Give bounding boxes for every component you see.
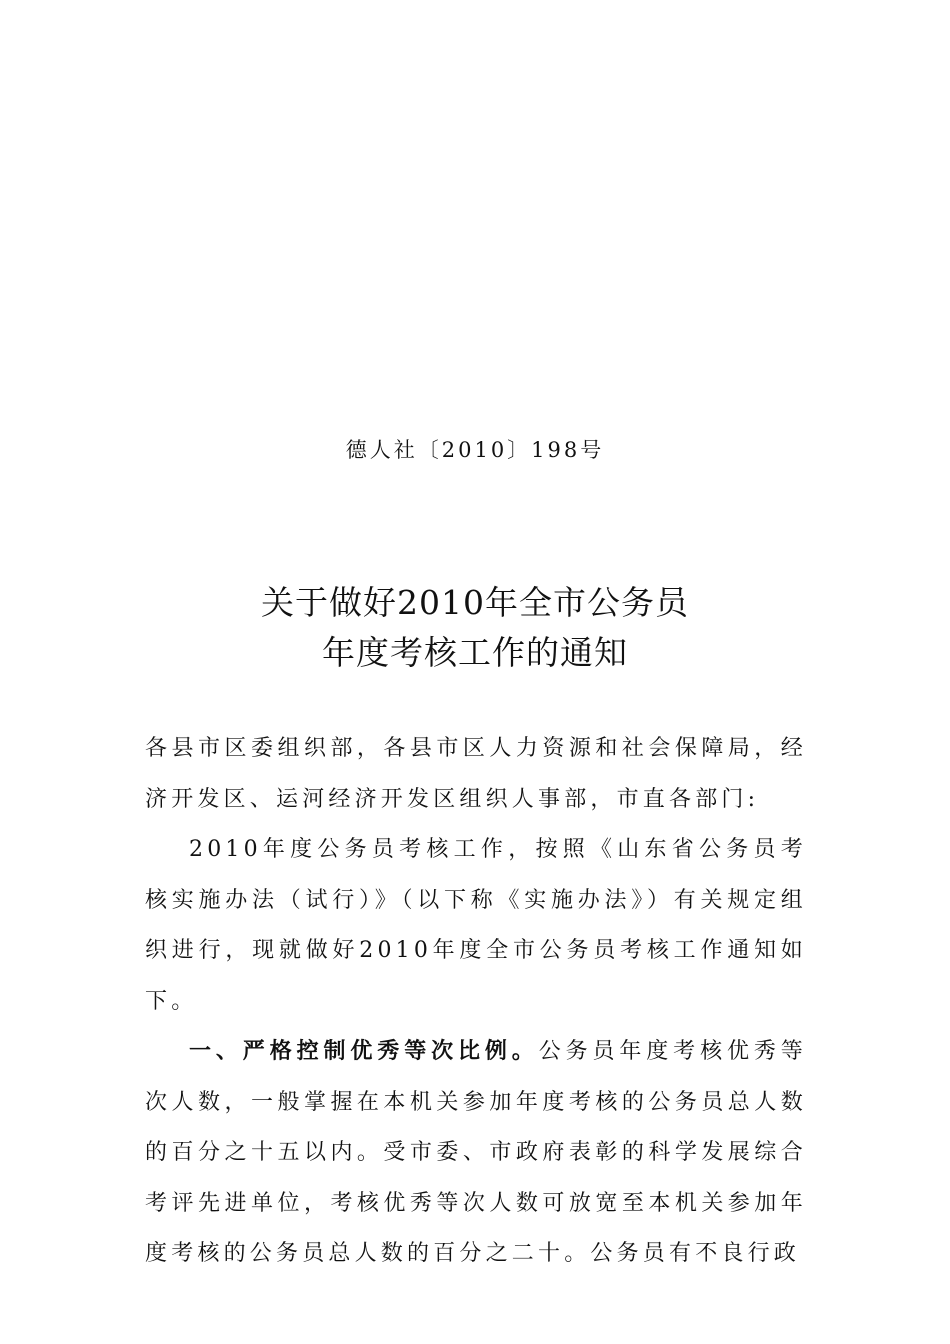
section-1-paragraph (145, 1027, 807, 1280)
section-1-heading: 一、严格控制优秀等次比例。 (189, 1039, 539, 1064)
title-line-1: 关于做好2010年全市公务员 (261, 583, 689, 622)
section-1-text: 公务员年度考核优秀等次人数，一般掌握在本机关参加年度考核的公务员总人数的百分之十五以内。受市委、市政府表彰的科学发展综合考评先进单位，考核优秀等次人数可放宽至本机关参加年度考核的公务员总人数的百分之二十。公务员有不良行政 (145, 1039, 807, 1266)
intro-paragraph: 2010年度公务员考核工作，按照《山东省公务员考核实施办法（试行）》（以下称《实施办法》）有关规定组织进行，现就做好2010年度全市公务员考核工作通知如下。 (145, 837, 807, 1014)
addressee-paragraph: 各县市区委组织部，各县市区人力资源和社会保障局，经济开发区、运河经济开发区组织人事部，市直各部门: (145, 736, 807, 812)
document-body (145, 724, 807, 1280)
title-line-2: 年度考核工作的通知 (322, 633, 628, 672)
document-title (0, 578, 950, 678)
document-number: 德人社〔2010〕198号 (345, 438, 605, 462)
